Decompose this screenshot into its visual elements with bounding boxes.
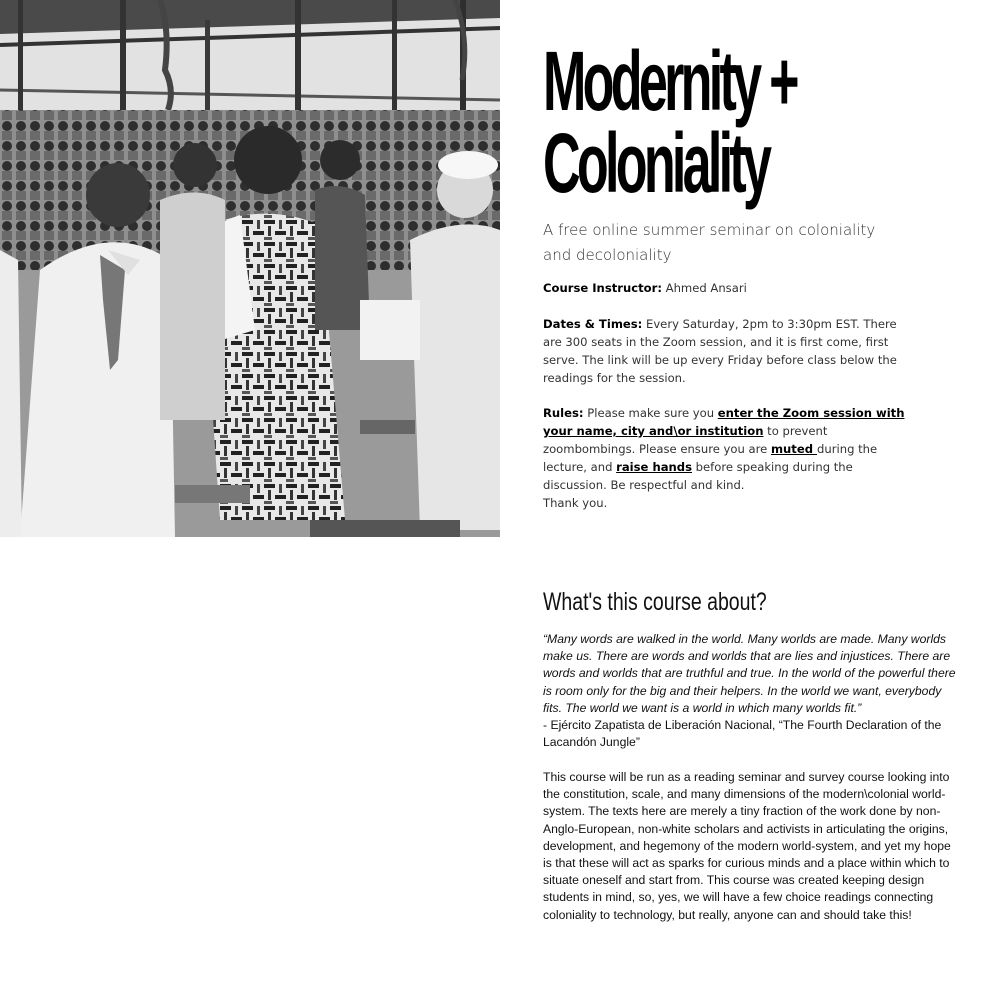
page-subtitle: A free online summer seminar on coloniality and decoloniality bbox=[543, 221, 876, 264]
rules-text-3: during the lecture, and bbox=[543, 442, 878, 474]
quote-attribution: - Ejército Zapatista de Liberación Nacional, “The Fourth Declaration of the Lacandón Jungle” bbox=[543, 718, 942, 750]
rules-text-1: Please make sure you bbox=[583, 406, 718, 420]
title-line-1: Modernity + bbox=[543, 34, 796, 128]
dates-info bbox=[543, 315, 908, 387]
rules-text-4: before speaking during the discussion. Be respectful and kind. bbox=[543, 460, 853, 492]
about-heading: What's this course about? bbox=[543, 588, 767, 616]
rules-thanks: Thank you. bbox=[543, 496, 608, 510]
hero-photo bbox=[0, 0, 500, 537]
quote-text: “Many words are walked in the world. Many worlds are made. Many worlds make us. There are words and worlds that are lies and injustices. There are words and worlds that are truthful and true. In the world of the powerful there is room only for the big and their helpers. In the world we want, everybody fits. The world we want is a world in which many worlds fit.” bbox=[543, 632, 956, 715]
rules-info bbox=[543, 404, 908, 512]
page-title bbox=[543, 34, 816, 210]
rules-label: Rules: bbox=[543, 406, 584, 420]
raise-hands-link[interactable]: raise hands bbox=[616, 460, 692, 474]
rules-text-2: to prevent zoombombings. Please ensure you are bbox=[543, 424, 828, 456]
dates-label: Dates & Times: bbox=[543, 317, 643, 331]
zoom-name-link[interactable]: enter the Zoom session with your name, city and\or institution bbox=[543, 406, 905, 438]
course-description: This course will be run as a reading seminar and survey course looking into the constitution, scale, and many dimensions of the modern\colonial world-system. The texts here are merely a tiny fraction of the work done by non-Anglo-European, non-white scholars and activists in articulating the origins, development, and hegemony of the modern world-system, and yet my hope is that these will act as sparks for curious minds and a place within which to situate oneself and start from. This course was created keeping design students in mind, so, yes, we will have a few choice readings connecting coloniality to technology, but really, anyone can and should take this! bbox=[543, 770, 951, 922]
instructor-label: Course Instructor: bbox=[543, 281, 662, 295]
zapatista-quote bbox=[543, 631, 958, 751]
photo-illustration bbox=[0, 0, 500, 537]
instructor-info bbox=[543, 279, 908, 297]
title-line-2: Coloniality bbox=[543, 116, 769, 210]
dates-text: Every Saturday, 2pm to 3:30pm EST. There are 300 seats in the Zoom session, and it is first come, first serve. The link will be up every Friday before class below the readings for the session. bbox=[543, 317, 897, 385]
muted-link[interactable]: muted bbox=[770, 442, 818, 456]
instructor-name: Ahmed Ansari bbox=[661, 281, 747, 295]
